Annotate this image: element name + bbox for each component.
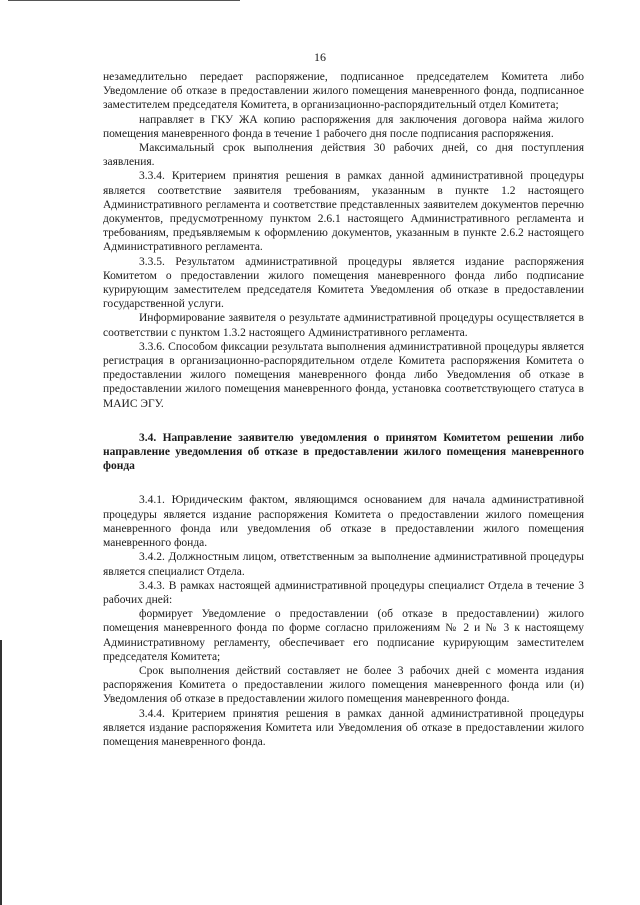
paragraph: 3.4.2. Должностным лицом, ответственным за выполнение административной процедуры является специалист Отдела. [103,551,584,578]
paragraph: 3.4.4. Критерием принятия решения в рамках данной административной процедуры является издание распоряжения Комитета или Уведомления об отказе в предоставлении жилого помещения маневренного фонда. [103,707,584,748]
section-heading: 3.4. Направление заявителю уведомления о принятом Комитетом решении либо направление уведомления об отказе в предоставлении жилого помещения маневренного фонда [103,431,584,473]
paragraph: 3.4.3. В рамках настоящей административной процедуры специалист Отдела в течение 3 рабочих дней: [103,579,584,606]
paragraph: Максимальный срок выполнения действия 30 рабочих дней, со дня поступления заявления. [103,142,584,169]
scan-left-edge [0,640,2,905]
paragraph: незамедлительно передает распоряжение, подписанное председателем Комитета либо Уведомление об отказе в предоставлении жилого помещения маневренного фонда, подписанное заместителем председателя Комитета, в организационно-распорядительный отдел Комитета; [103,71,584,112]
paragraph: 3.4.1. Юридическим фактом, являющимся основанием для начала административной процедуры является издание распоряжения Комитета о предоставлении жилого помещения маневренного фонда или уведомления об отказе в предоставлении жилого помещения маневренного фонда. [103,494,584,550]
paragraph: направляет в ГКУ ЖА копию распоряжения для заключения договора найма жилого помещения маневренного фонда в течение 1 рабочего дня после подписания распоряжения. [103,113,584,140]
scan-top-line [8,0,240,1]
paragraph: 3.3.6. Способом фиксации результата выполнения административной процедуры является регистрация в организационно-распорядительном отделе Комитета распоряжения Комитета о предоставлении жилого помещения маневренного фонда либо Уведомления об отказе в предоставлении жилого помещения маневренного фонда, установка соответствующего статуса в МАИС ЭГУ. [103,340,584,410]
paragraph: Информирование заявителя о результате административной процедуры осуществляется в соответствии с пунктом 1.3.2 настоящего Административного регламента. [103,312,584,339]
paragraph: 3.3.5. Результатом административной процедуры является издание распоряжения Комитетом о предоставлении жилого помещения маневренного фонда либо подписание курирующим заместителем председателя Комитета Уведомления об отказе в предоставлении государственной услуги. [103,255,584,311]
page-number: 16 [314,50,326,64]
document-body [103,70,584,749]
paragraph: 3.3.4. Критерием принятия решения в рамках данной административной процедуры является соответствие заявителя требованиям, указанным в пункте 1.2 настоящего Административного регламента и соответствие представленных заявителем документов перечню документов, предусмотренному пунктом 2.6.1 настоящего Административного регламента и требованиям, предъявляемым к оформлению документов, указанным в пункте 2.6.2 настоящего Административного регламента. [103,170,584,254]
paragraph: формирует Уведомление о предоставлении (об отказе в предоставлении) жилого помещения маневренного фонда по форме согласно приложениям № 2 и № 3 к настоящему Административному регламенту, обеспечивает его подписание курирующим заместителем председателя Комитета; [103,608,584,663]
paragraph: Срок выполнения действий составляет не более 3 рабочих дней с момента издания распоряжения Комитета о предоставлении жилого помещения маневренного фонда или (и) Уведомления об отказе в предоставлении жилого помещения маневренного фонда. [103,664,584,706]
